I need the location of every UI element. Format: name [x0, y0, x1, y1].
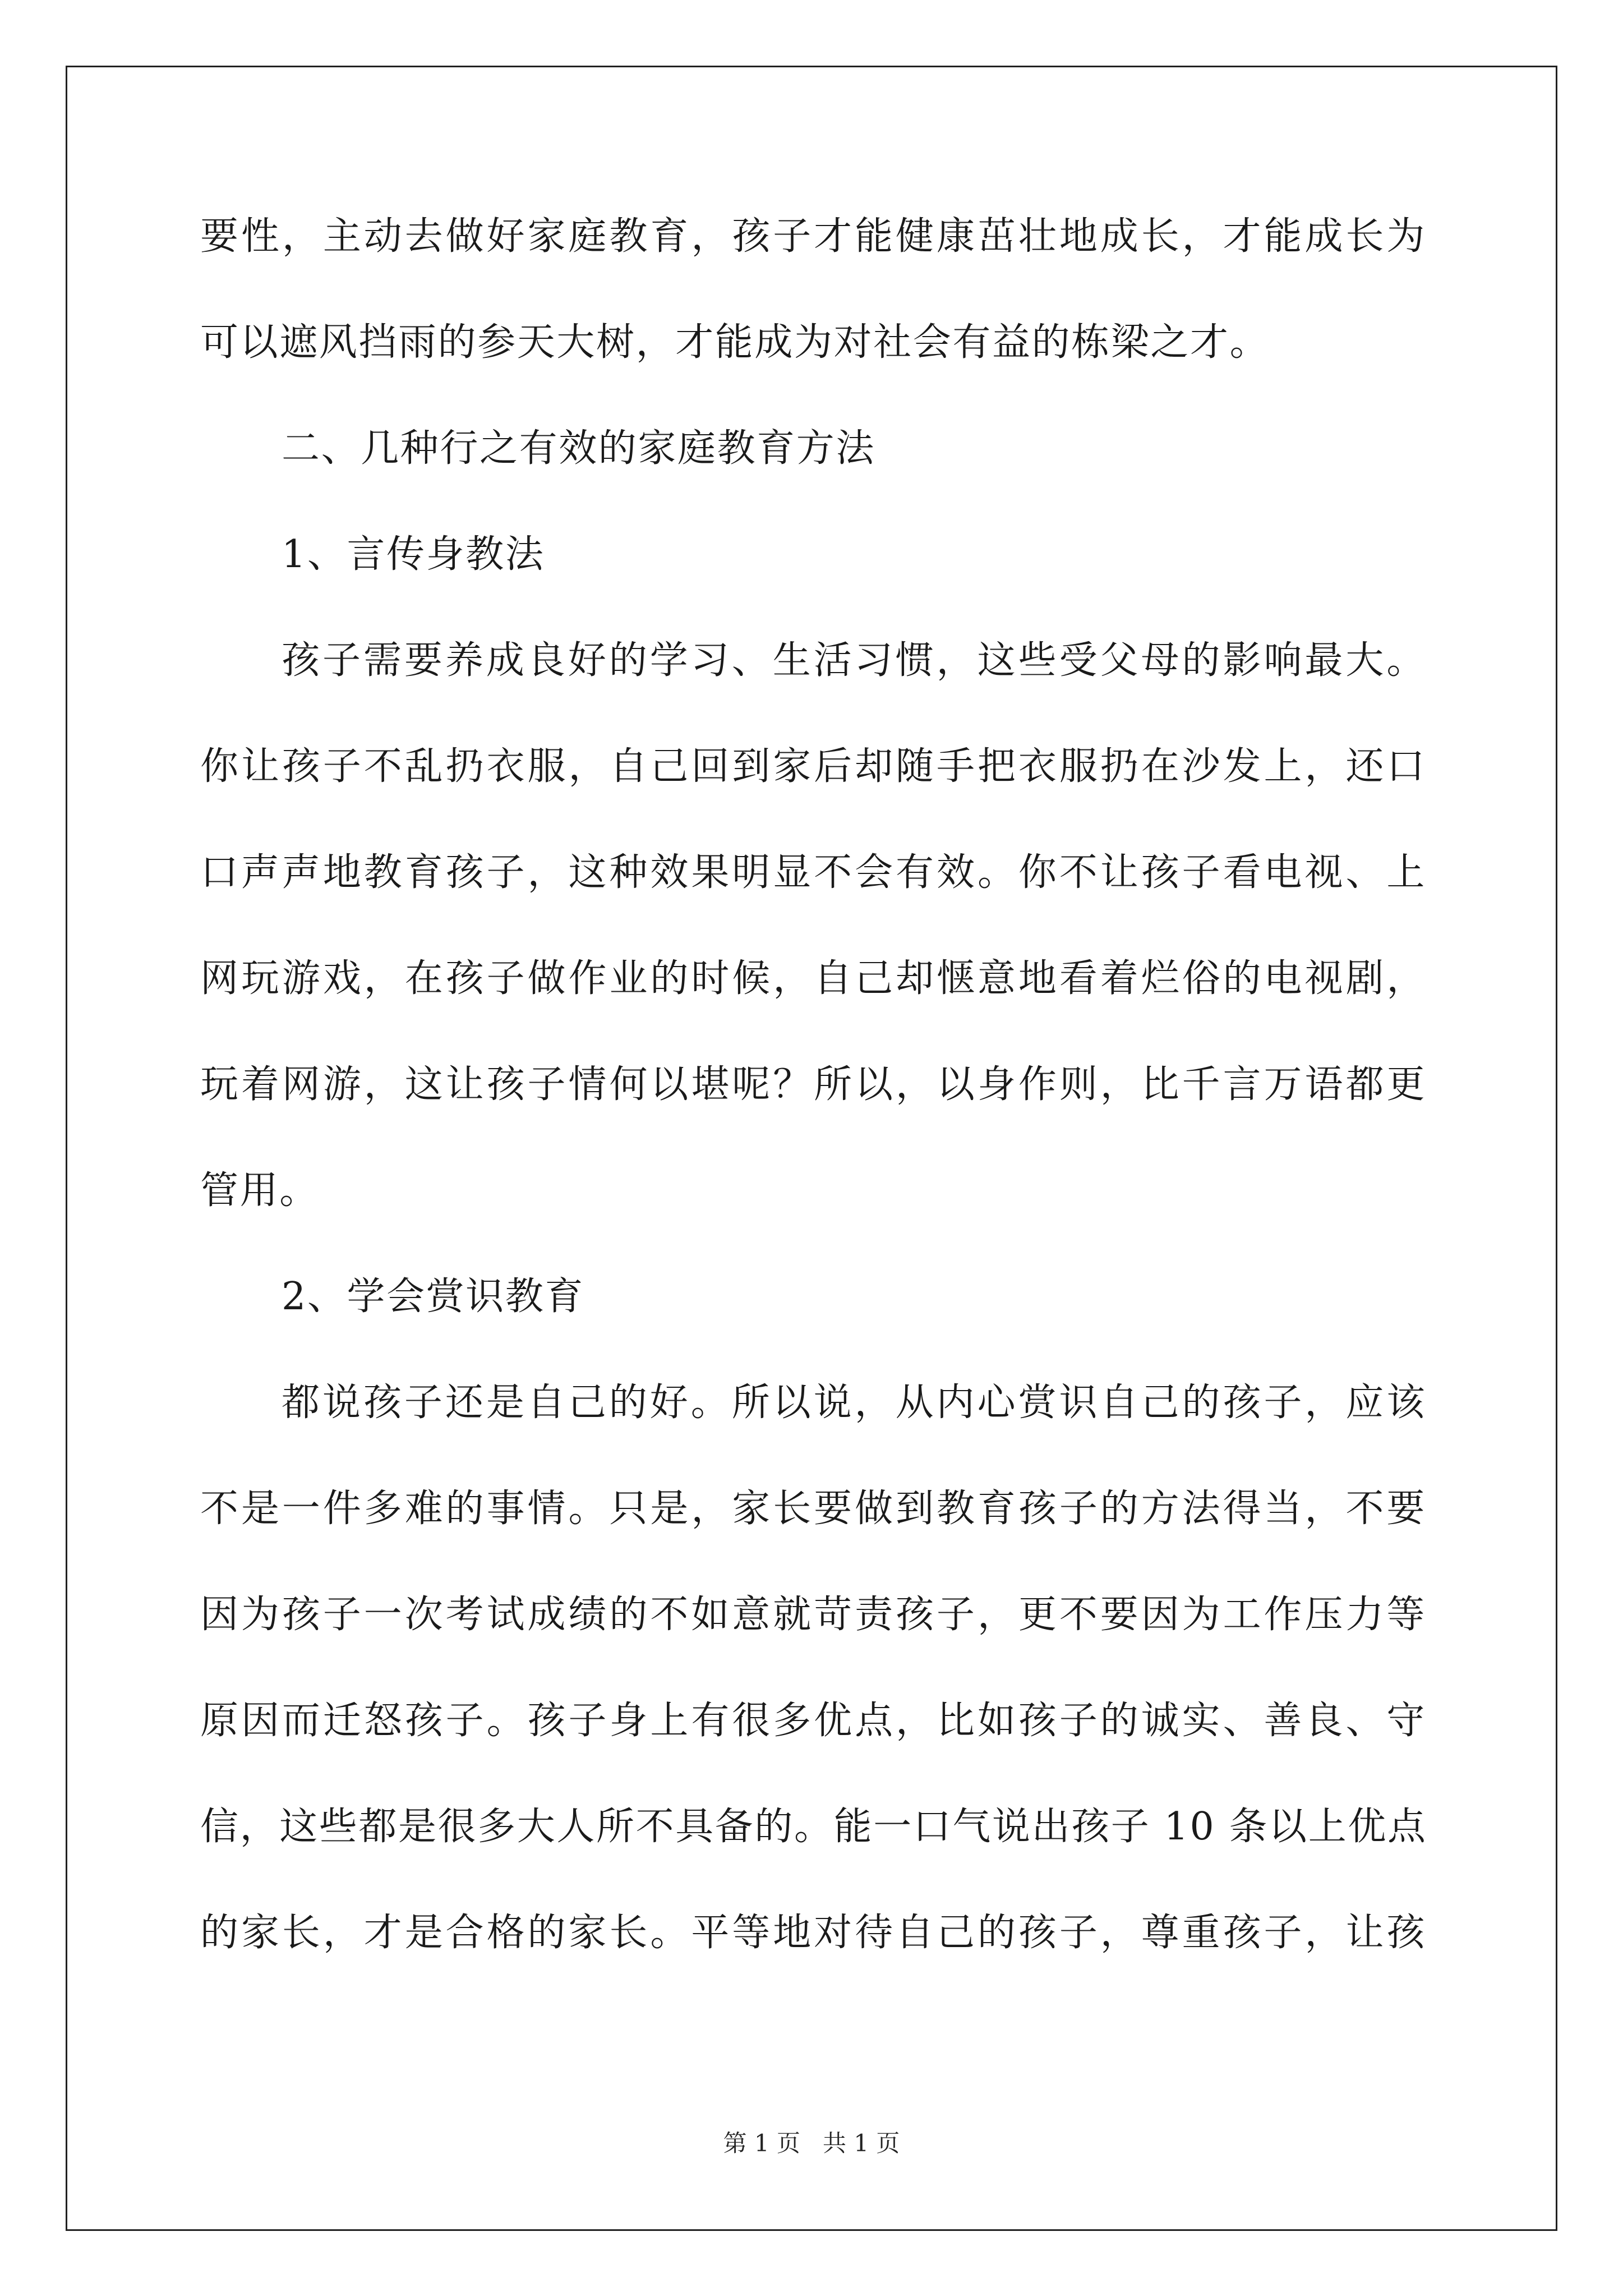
- section-heading: 二、几种行之有效的家庭教育方法: [282, 426, 876, 471]
- paragraph-line: 信，这些都是很多大人所不具备的。能一口气说出孩子 10 条以上优点: [200, 1805, 1427, 1849]
- document-body: [200, 214, 1427, 2020]
- subsection-heading: 1、言传身教法: [282, 532, 545, 577]
- paragraph-line: 不是一件多难的事情。只是，家长要做到教育孩子的方法得当，不要: [200, 1487, 1426, 1531]
- page-footer: [0, 2131, 1623, 2156]
- paragraph-line: 玩着网游，这让孩子情何以堪呢？所以，以身作则，比千言万语都更: [200, 1062, 1426, 1107]
- paragraph-line: 孩子需要养成良好的学习、生活习惯，这些受父母的影响最大。: [282, 638, 1426, 683]
- subsection-heading: 2、学会赏识教育: [282, 1274, 585, 1319]
- paragraph-line: 你让孩子不乱扔衣服，自己回到家后却随手把衣服扔在沙发上，还口: [200, 744, 1426, 789]
- paragraph-line: 的家长，才是合格的家长。平等地对待自己的孩子，尊重孩子，让孩: [200, 1911, 1426, 1955]
- paragraph-line: 原因而迁怒孩子。孩子身上有很多优点，比如孩子的诚实、善良、守: [200, 1699, 1426, 1743]
- paragraph-line: 口声声地教育孩子，这种效果明显不会有效。你不让孩子看电视、上: [200, 850, 1426, 895]
- paragraph-line: 网玩游戏，在孩子做作业的时候，自己却惬意地看着烂俗的电视剧，: [200, 956, 1426, 1001]
- paragraph-line: 因为孩子一次考试成绩的不如意就苛责孩子，更不要因为工作压力等: [200, 1593, 1426, 1637]
- paragraph-line: 管用。: [200, 1168, 319, 1213]
- page-number-total: 共 1 页: [823, 2129, 900, 2157]
- paragraph-line: 要性，主动去做好家庭教育，孩子才能健康茁壮地成长，才能成长为: [200, 214, 1426, 259]
- page-number-current: 第 1 页: [723, 2129, 800, 2157]
- paragraph-line: 都说孩子还是自己的好。所以说，从内心赏识自己的孩子，应该: [282, 1381, 1426, 1425]
- paragraph-line: 可以遮风挡雨的参天大树，才能成为对社会有益的栋梁之才。: [200, 320, 1270, 365]
